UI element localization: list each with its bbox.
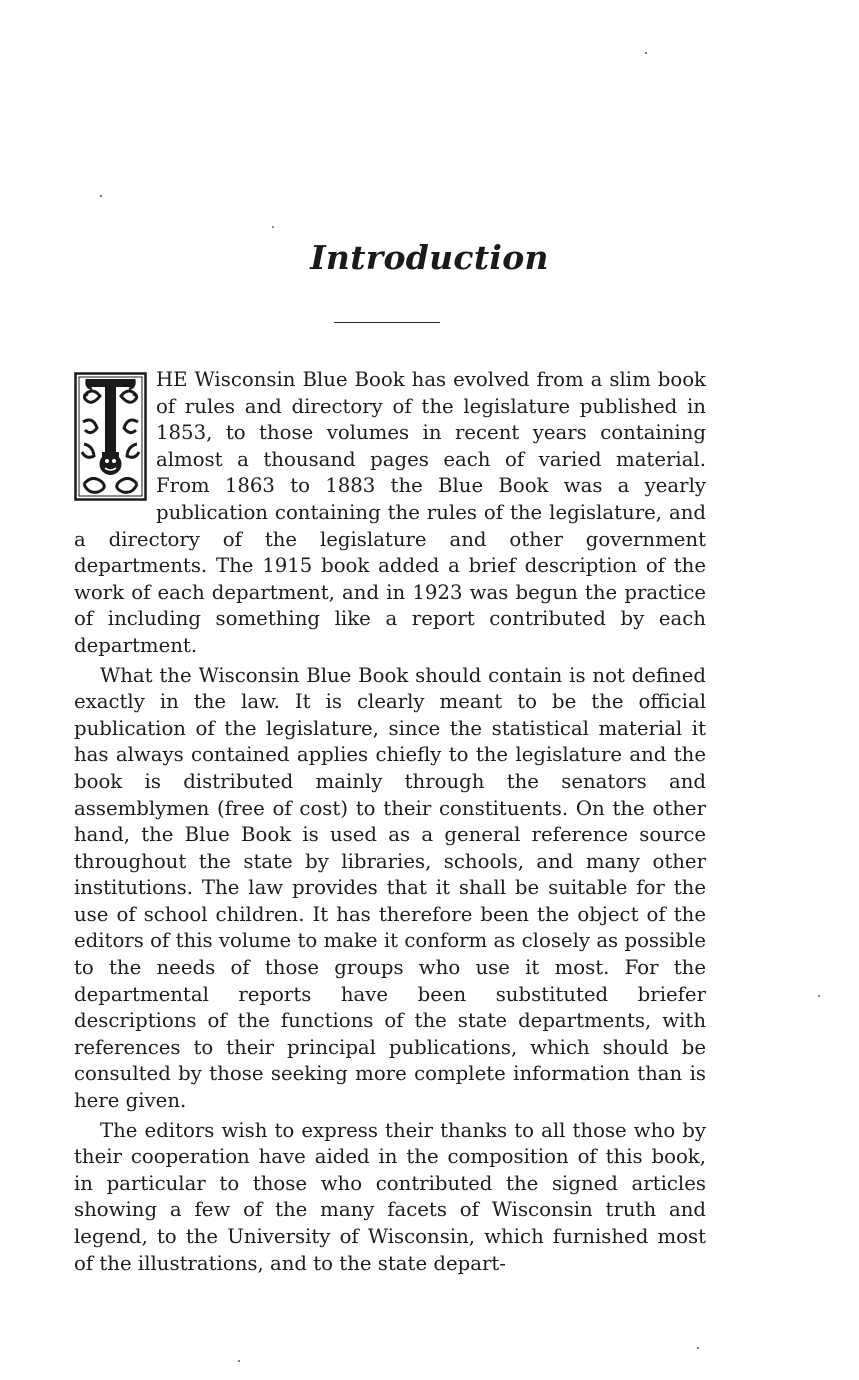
body-text — [74, 367, 706, 1277]
scan-speck — [818, 995, 820, 997]
ornamental-initial — [74, 372, 147, 501]
scan-speck — [238, 1360, 240, 1362]
paragraph-2: What the Wisconsin Blue Book should contain is not defined exactly in the law. It is clearly meant to be the official publication of the legislature, since the statistical material it has always contained applies chiefly to the legislature and the book is distributed mainly through the senators and assemblymen (free of cost) to their constituents. On the other hand, the Blue Book is used as a general reference source throughout the state by libraries, schools, and many other institutions. The law provides that it shall be suitable for the use of school children. It has therefore been the object of the editors of this volume to make it conform as closely as possible to the needs of those groups who use it most. For the departmental reports have been substituted briefer descriptions of the functions of the state departments, with references to their principal publications, which should be consulted by those seeking more complete information than is here given. — [74, 663, 706, 1113]
page-title: Introduction — [310, 238, 549, 277]
paragraph-1 — [74, 367, 706, 660]
scan-speck — [100, 195, 102, 197]
paragraph-1-text: HE Wisconsin Blue Book has evolved from a slim book of rules and directory of the legislature published in 1853, to those volumes in recent years containing almost a thousand pages each of varied material. From 1863 to 1883 the Blue Book was a yearly publication containing the rules of the legislature, and a directory of the legislature and other government departments. The 1915 book added a brief description of the work of each department, and in 1923 was begun the practice of including something like a report contributed by each department. — [74, 368, 706, 657]
title-rule — [334, 322, 440, 323]
scan-speck — [272, 226, 274, 228]
paragraph-3: The editors wish to express their thanks to all those who by their cooperation have aided in the composition of this book, in particular to those who contributed the signed articles showing a few of the many facets of Wisconsin truth and legend, to the University of Wisconsin, which furnished most of the illustrations, and to the state depart- — [74, 1118, 706, 1275]
scan-speck — [697, 1347, 699, 1349]
scan-speck — [645, 52, 647, 54]
ornamental-initial-t-icon — [74, 372, 147, 501]
